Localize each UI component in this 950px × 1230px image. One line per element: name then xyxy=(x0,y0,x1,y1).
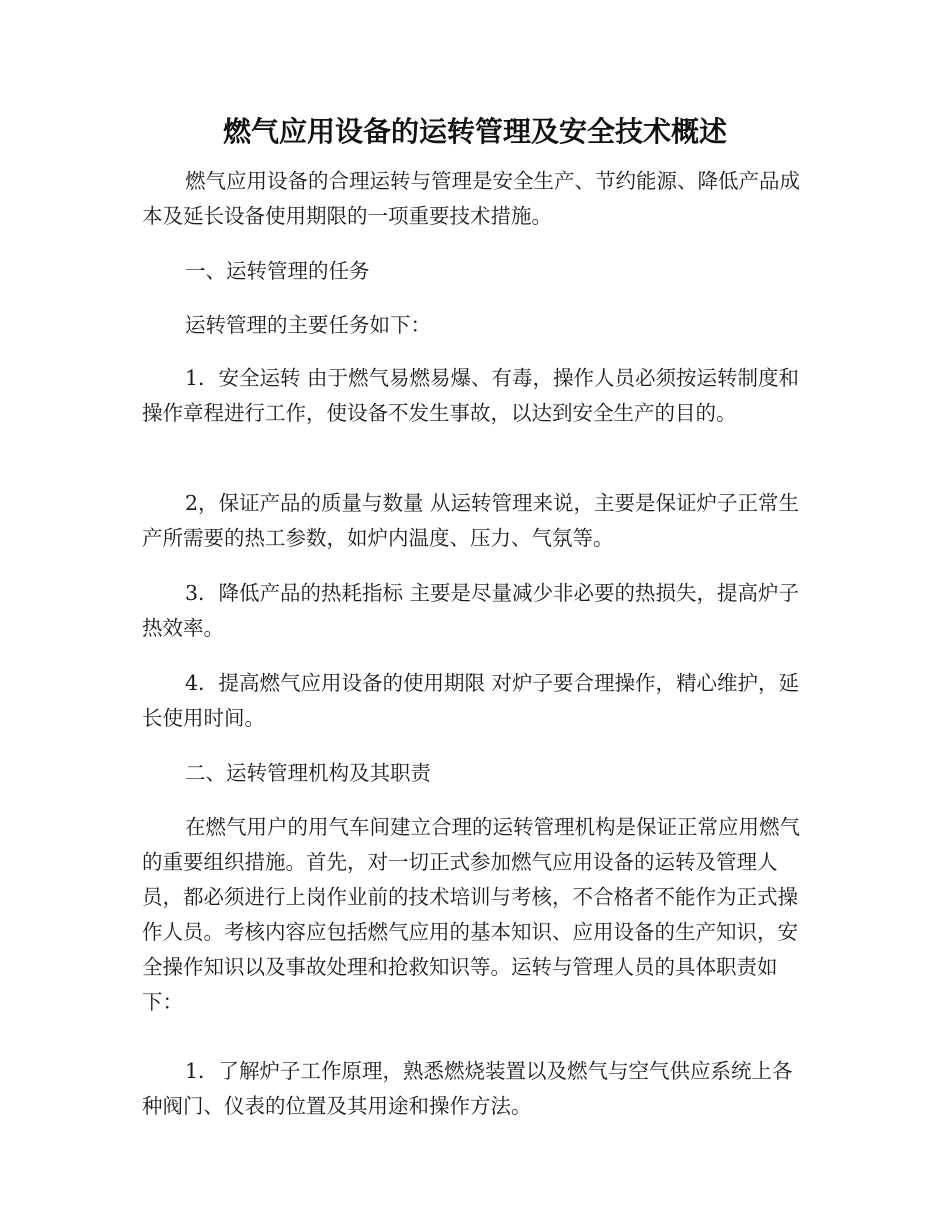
task-item-3: 3．降低产品的热耗指标 主要是尽量减少非必要的热损失，提高炉子热效率。 xyxy=(142,581,800,640)
task-item-4: 4．提高燃气应用设备的使用期限 对炉子要合理操作，精心维护，延长使用时间。 xyxy=(142,671,800,730)
document-title: 燃气应用设备的运转管理及安全技术概述 xyxy=(222,115,727,148)
duty-item-1: 1．了解炉子工作原理，熟悉燃烧装置以及燃气与空气供应系统上各种阀门、仪表的位置及其用途和操作方法。 xyxy=(142,1059,793,1118)
task-item-2: 2，保证产品的质量与数量 从运转管理来说，主要是保证炉子正常生产所需要的热工参数，如炉内温度、压力、气氛等。 xyxy=(142,491,800,550)
section-heading-tasks: 一、运转管理的任务 xyxy=(185,259,370,283)
task-item-1: 1．安全运转 由于燃气易燃易爆、有毒，操作人员必须按运转制度和操作章程进行工作，使设备不发生事故，以达到安全生产的目的。 xyxy=(142,366,800,425)
section-heading-organization: 二、运转管理机构及其职责 xyxy=(185,761,431,785)
organization-paragraph: 在燃气用户的用气车间建立合理的运转管理机构是保证正常应用燃气的重要组织措施。首先，对一切正式参加燃气应用设备的运转及管理人员，都必须进行上岗作业前的技术培训与考核，不合格者不能作为正式操作人员。考核内容应包括燃气应用的基本知识、应用设备的生产知识，安全操作知识以及事故处理和抢救知识等。运转与管理人员的具体职责如下： xyxy=(142,815,800,1014)
intro-paragraph: 燃气应用设备的合理运转与管理是安全生产、节约能源、降低产品成本及延长设备使用期限的一项重要技术措施。 xyxy=(142,169,800,228)
tasks-intro-paragraph: 运转管理的主要任务如下： xyxy=(185,313,431,337)
